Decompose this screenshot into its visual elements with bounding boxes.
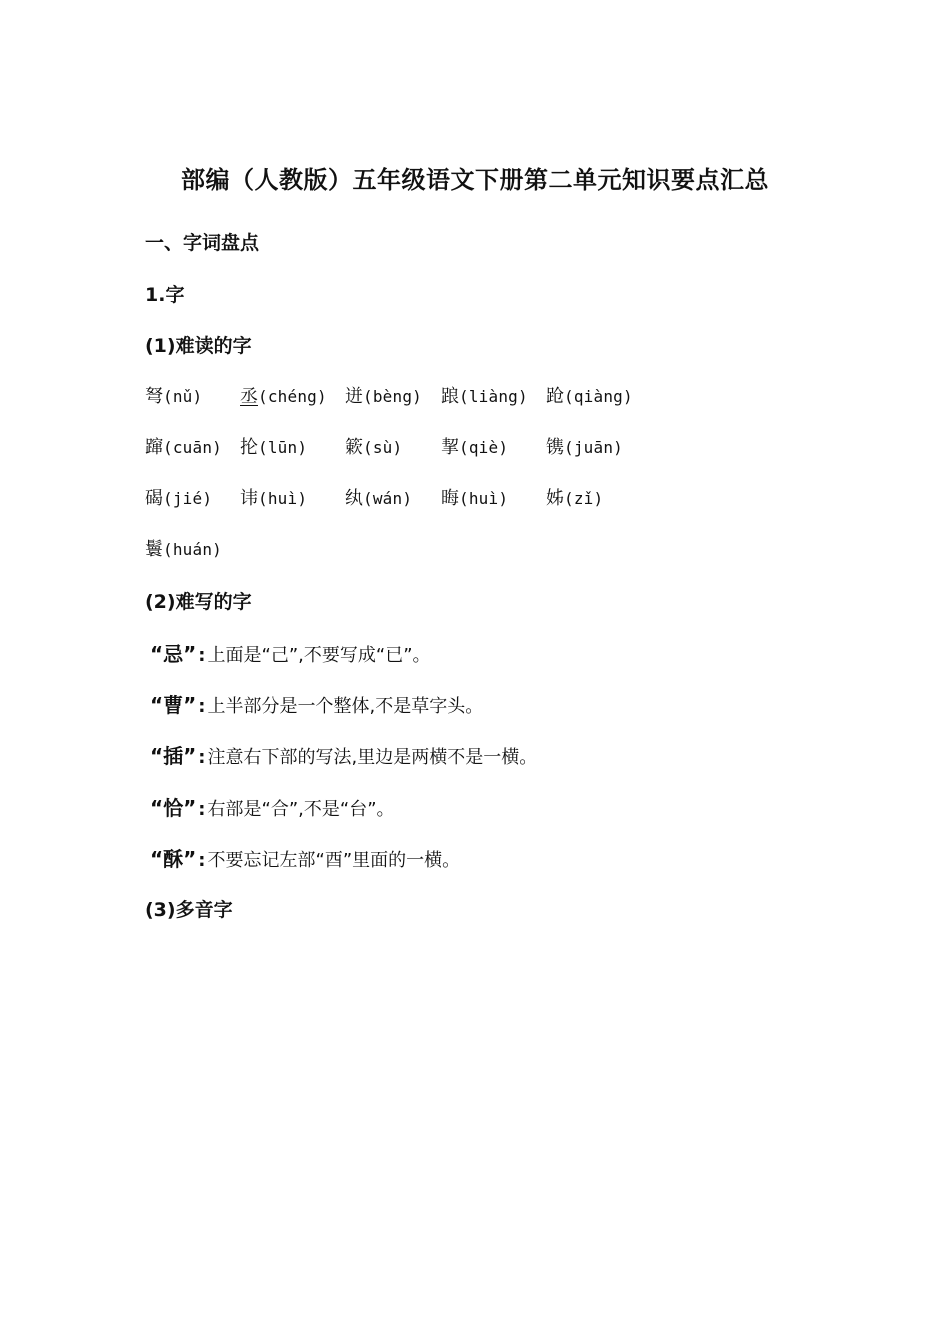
char-pinyin: (liàng): [459, 387, 528, 406]
write-note-text: 右部是“合”,不是“台”。: [207, 799, 395, 820]
char-item: [240, 382, 327, 408]
char-pinyin: (lūn): [258, 438, 308, 457]
char-pinyin: (nǔ): [163, 387, 203, 406]
char-item: [441, 382, 528, 408]
char-hanzi: 踉: [441, 386, 459, 407]
heading-polyphonic: (3)多音字: [145, 899, 233, 921]
char-hanzi: 蹿: [145, 437, 163, 458]
document-title: 部编（人教版）五年级语文下册第二单元知识要点汇总: [181, 166, 769, 194]
char-item: [145, 382, 202, 408]
write-note-3: [150, 740, 537, 769]
write-note-key: “忌”: [150, 642, 197, 666]
char-hanzi: 碣: [145, 488, 163, 509]
heading-hard-to-write: (2)难写的字: [145, 591, 252, 613]
char-pinyin: (chéng): [258, 387, 327, 406]
char-hanzi: 迸: [345, 386, 363, 407]
write-note-text: 上面是“己”,不要写成“已”。: [207, 645, 431, 666]
char-row-3: [145, 484, 745, 508]
char-pinyin: (qiàng): [564, 387, 633, 406]
char-item: [345, 382, 422, 408]
char-item: [240, 433, 307, 459]
write-note-key: “曹”: [150, 693, 197, 717]
char-hanzi: 纨: [345, 488, 363, 509]
char-pinyin: (huì): [258, 489, 308, 508]
write-note-text: 上半部分是一个整体,不是草字头。: [207, 696, 484, 717]
char-pinyin: (jié): [163, 489, 213, 508]
write-note-text: 不要忘记左部“酉”里面的一横。: [207, 850, 461, 871]
section-heading-vocabulary: 一、字词盘点: [145, 232, 260, 254]
char-item: [240, 484, 307, 510]
write-note-colon: :: [198, 850, 206, 871]
char-pinyin: (qiè): [459, 438, 509, 457]
char-item: [546, 433, 623, 459]
char-row-2: [145, 433, 745, 457]
char-pinyin: (zǐ): [564, 489, 604, 508]
write-note-key: “插”: [150, 744, 197, 768]
char-row-1: [145, 382, 745, 406]
char-pinyin: (cuān): [163, 438, 222, 457]
char-item: [345, 484, 412, 510]
char-hanzi: 弩: [145, 386, 163, 407]
write-note-4: [150, 792, 395, 821]
write-note-colon: :: [198, 747, 206, 768]
write-note-text: 注意右下部的写法,里边是两横不是一横。: [207, 747, 538, 768]
char-item: [145, 484, 212, 510]
char-item: [345, 433, 402, 459]
char-hanzi: 姊: [546, 488, 564, 509]
char-pinyin: (juān): [564, 438, 623, 457]
char-hanzi: 丞: [240, 386, 258, 407]
char-pinyin: (huán): [163, 540, 222, 559]
char-hanzi: 鬟: [145, 539, 163, 560]
write-note-1: [150, 638, 431, 667]
write-note-5: [150, 843, 460, 872]
char-row-4: [145, 535, 745, 559]
char-hanzi: 镌: [546, 437, 564, 458]
write-note-2: [150, 689, 483, 718]
heading-hard-to-read: (1)难读的字: [145, 335, 252, 357]
char-item: [441, 484, 508, 510]
char-pinyin: (wán): [363, 489, 413, 508]
char-hanzi: 讳: [240, 488, 258, 509]
write-note-colon: :: [198, 696, 206, 717]
char-hanzi: 跄: [546, 386, 564, 407]
write-note-key: “酥”: [150, 847, 197, 871]
char-hanzi: 挈: [441, 437, 459, 458]
write-note-key: “恰”: [150, 796, 197, 820]
subsection-heading-characters: 1.字: [145, 284, 185, 306]
char-pinyin: (sù): [363, 438, 403, 457]
char-pinyin: (huì): [459, 489, 509, 508]
char-item: [145, 433, 222, 459]
char-item: [145, 535, 222, 561]
char-item: [441, 433, 508, 459]
char-item: [546, 484, 603, 510]
char-pinyin: (bèng): [363, 387, 422, 406]
write-note-colon: :: [198, 799, 206, 820]
write-note-colon: :: [198, 645, 206, 666]
char-hanzi: 抡: [240, 437, 258, 458]
char-item: [546, 382, 633, 408]
char-hanzi: 簌: [345, 437, 363, 458]
char-hanzi: 晦: [441, 488, 459, 509]
